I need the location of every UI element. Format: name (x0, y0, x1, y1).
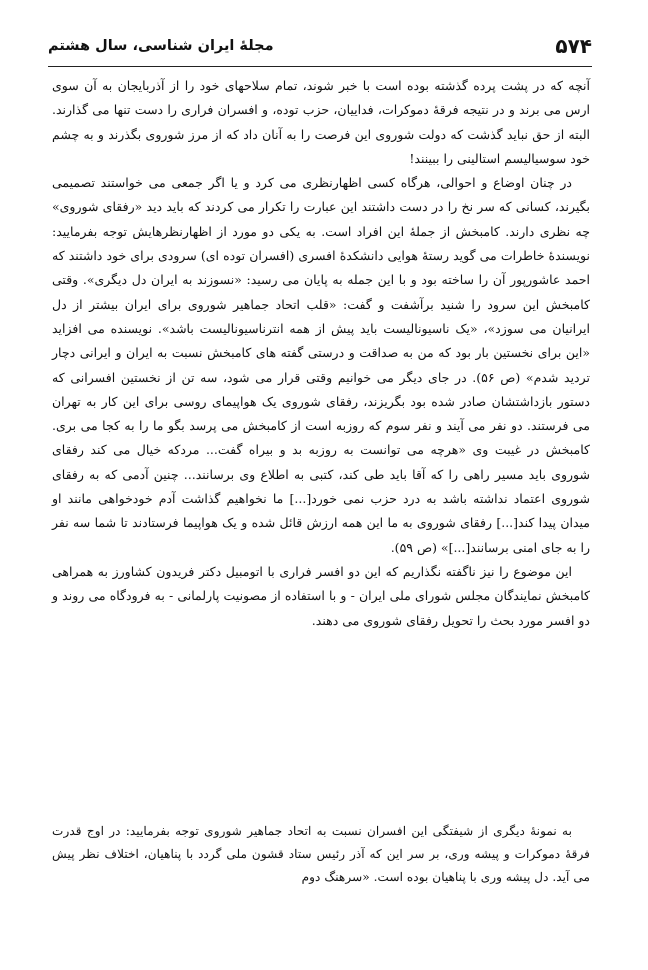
journal-title: مجلهٔ ایران شناسی، سال هشتم (48, 38, 274, 54)
quote-paragraph: به نمونهٔ دیگری از شیفتگی این افسران نسبت به اتحاد جماهیر شوروی توجه بفرمایید: در اوج قدرت فرقهٔ دموکرات و پیشه وری، بر سر این که آذر رئیس ستاد قشون ملی گردد با پناهیان، اختلاف نظر پیش می آید. دل پیشه وری با پناهیان بوده است. «سرهنگ دوم (52, 824, 590, 884)
paragraph-2: در چنان اوضاع و احوالی، هرگاه کسی اظهارنظری می کرد و یا اگر جمعی می خواستند تصمیمی بگیرند، کسانی که سر نخ را در دست داشتند این عبارت را تکرار می کردند که باید دید «رفقای شوروی» چه نظری دارند. کامبخش از جملهٔ این افراد است. به یکی دو مورد از اظهارنظرهایش توجه بفرمایید: نویسندهٔ خاطرات می گوید رستهٔ هوایی دانشکدهٔ افسری (افسران توده ای) سرودی برای خود داشتند که احمد عاشورپور آن را ساخته بود و با این جمله به پایان می رسید: «نسوزند به ایران دل دیگری». وقتی کامبخش این سرود را شنید برآشفت و گفت: «قلب اتحاد جماهیر شوروی برای ایران بیشتر از دل ایرانیان می سوزد»، «یک ناسیونالیست باید پیش از همه انترناسیونالیست باشد». نویسنده می افزاید «این برای نخستین بار بود که من به صداقت و درستی گفته های کامبخش نسبت به ایران و ایرانی دچار تردید شدم» (ص ۵۶). در جای دیگر می خوانیم وقتی قرار می شود، سه تن از نخستین افسرانی که دستور بازداشتشان صادر شده بود بگریزند، رفقای شوروی یک هواپیمای روسی برای این کار به تهران می فرستند. دو نفر می آیند و نفر سوم که روزبه است از کامبخش می پرسد بگو ما را به کجا می بری. کامبخش در غیبت وی «هرچه می توانست به روزبه بد و بیراه گفت... مردکه خیال می کند رفقای شوروی باید مسیر راهی را که آقا باید طی کند، کتبی به اطلاع وی برسانند... چنین آدمی که به رفقای شوروی اعتماد نداشته باشد به درد حزب نمی خورد[...] ما نخواهیم گذاشت آدم خودخواهی مانند او میدان پیدا کند[...] رفقای شوروی به ما این همه ارزش قائل شده و یک هواپیما فرستادند تا شما سه نفر را به جای امنی برسانند[...]» (ص ۵۹). (52, 175, 590, 555)
main-text (52, 74, 590, 633)
page-header (48, 26, 592, 67)
page-number: ۵۷۴ (555, 34, 592, 58)
quote-block (52, 820, 590, 889)
paragraph-3: این موضوع را نیز ناگفته نگذاریم که این دو افسر فراری با اتومبیل دکتر فریدون کشاورز به همراهی کامبخش نمایندگان مجلس شورای ملی ایران - و با استفاده از مصونیت پارلمانی - به فرودگاه می روند و دو افسر مورد بحث را تحویل رفقای شوروی می دهند. (52, 563, 590, 628)
paragraph-1: آنچه که در پشت پرده گذشته بوده است با خبر شوند، تمام سلاحهای خود را از آذربایجان به آن سوی ارس می برند و در نتیجه فرقهٔ دموکرات، فداییان، حزب توده، و افسران فراری را دست تنها می گذارند. البته از حق نباید گذشت که دولت شوروی این فرصت را به آنان داد که از مرز شوروی بگذرند و به چشم خود سوسیالیسم استالینی را ببینند! (52, 78, 590, 166)
